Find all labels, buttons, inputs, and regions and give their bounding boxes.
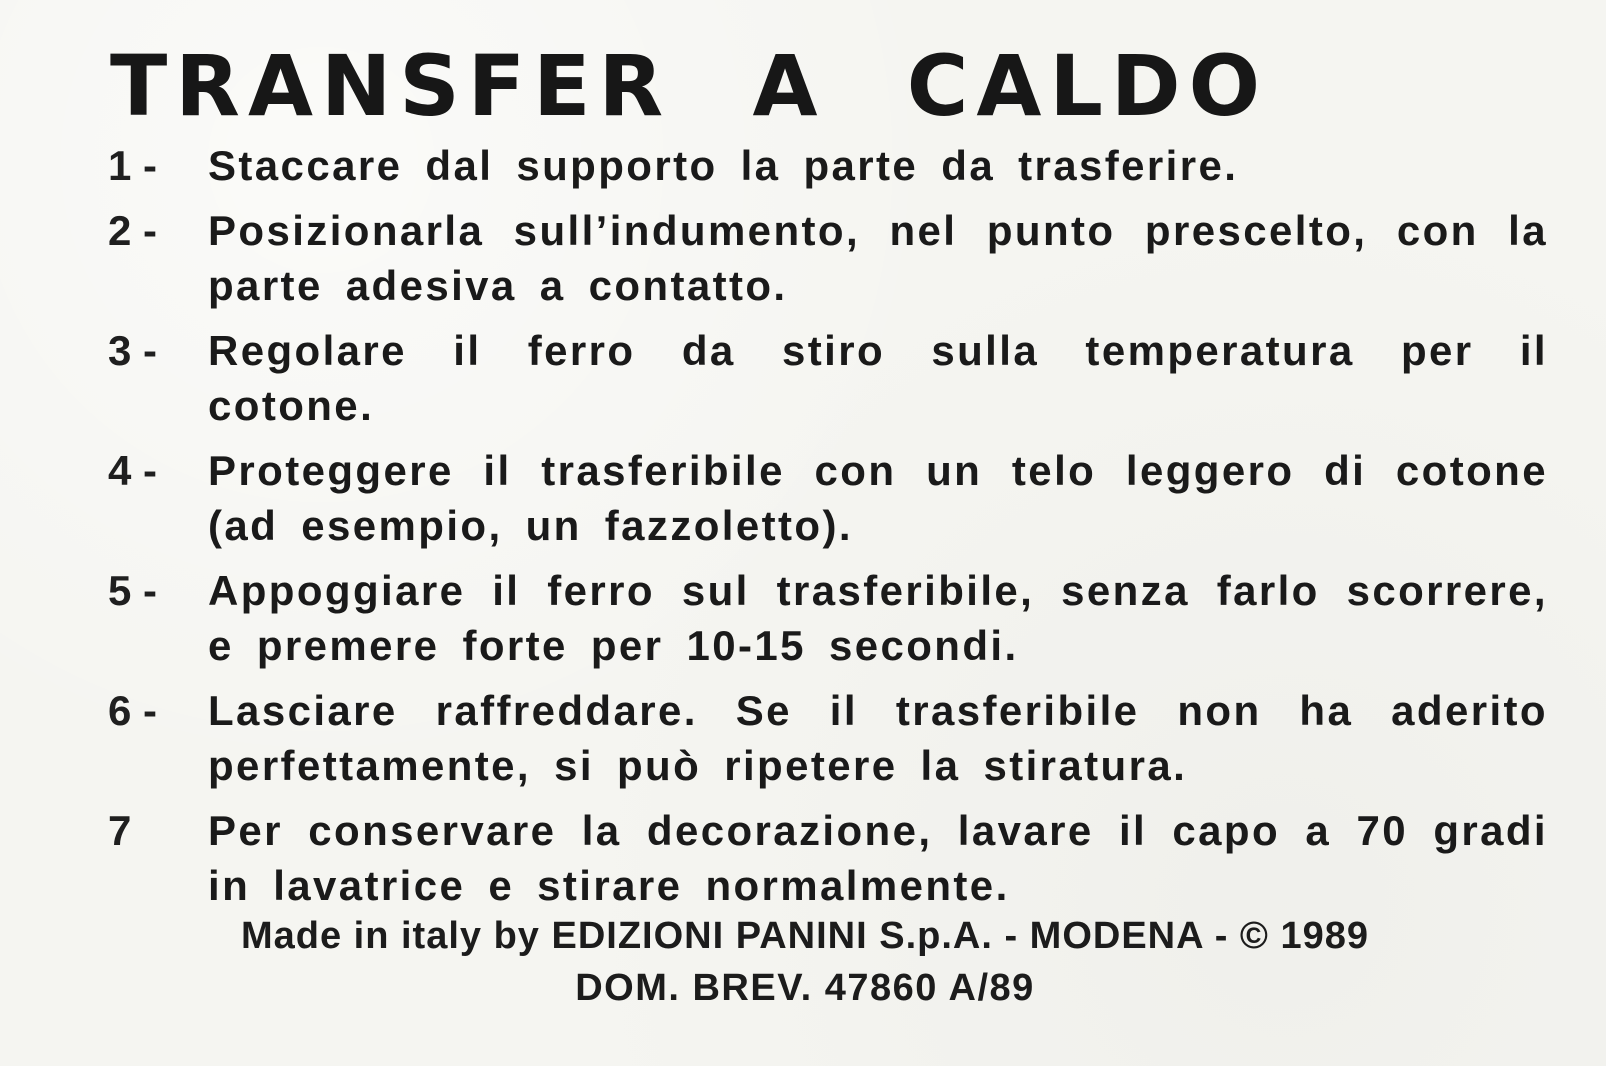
step-number: 5 -	[108, 567, 158, 614]
step-number: 4 -	[108, 447, 158, 494]
step-number: 2 -	[108, 207, 158, 254]
step-text: Lasciare raffreddare. Se il trasferibile non ha aderito perfettamente, si può ripetere la stiratura.	[208, 687, 1548, 789]
step-text: Appoggiare il ferro sul trasferibile, senza farlo scorrere, e premere forte per 10-15 secondi.	[208, 567, 1548, 669]
instruction-step	[108, 323, 1548, 433]
instruction-step	[108, 683, 1548, 793]
patent-line: DOM. BREV. 47860 A/89	[575, 967, 1035, 1009]
instruction-step	[108, 203, 1548, 313]
step-text: Regolare il ferro da stiro sulla temperatura per il cotone.	[208, 327, 1548, 429]
step-text: Staccare dal supporto la parte da trasferire.	[208, 142, 1239, 189]
instruction-step	[108, 563, 1548, 673]
card-title: TRANSFER A CALDO	[110, 37, 1269, 135]
manufacturer-line: Made in italy by EDIZIONI PANINI S.p.A. - MODENA - © 1989	[240, 915, 1370, 957]
footer	[100, 910, 1510, 1014]
instruction-list	[108, 138, 1548, 923]
step-text: Per conservare la decorazione, lavare il capo a 70 gradi in lavatrice e stirare normalmente.	[208, 807, 1548, 909]
instruction-step	[108, 443, 1548, 553]
step-number: 1 -	[108, 142, 158, 189]
step-number: 6 -	[108, 687, 158, 734]
step-text: Proteggere il trasferibile con un telo leggero di cotone (ad esempio, un fazzoletto).	[208, 447, 1548, 549]
step-text: Posizionarla sull’indumento, nel punto prescelto, con la parte adesiva a contatto.	[208, 207, 1548, 309]
step-number: 7	[108, 807, 132, 854]
instruction-step	[108, 803, 1548, 913]
step-number: 3 -	[108, 327, 158, 374]
instruction-step	[108, 138, 1548, 193]
